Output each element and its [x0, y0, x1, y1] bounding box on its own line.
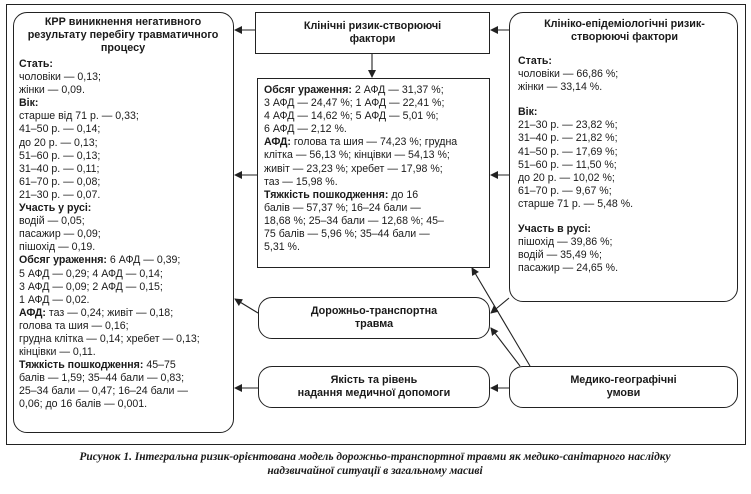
- left-afd-line: таз — 0,24; живіт — 0,18;: [45, 306, 174, 319]
- right-sex-item: чоловіки — 66,86 %;: [518, 68, 619, 81]
- left-age-item: 51–60 р. — 0,13;: [19, 149, 101, 162]
- center-severity-header: Тяжкість пошкодження:: [264, 188, 389, 201]
- arrow-trauma-to-left: [235, 299, 258, 313]
- left-age-item: 21–30 р. — 0,07.: [19, 188, 101, 201]
- left-afd-header: АФД:: [19, 306, 46, 319]
- left-severity-line: 45–75: [143, 359, 176, 372]
- medico-geographic-title-line: Медико-географічні: [570, 374, 677, 386]
- clinical-factors-title-line: Клінічні ризик-створюючі: [303, 20, 442, 32]
- figure-caption: [6, 450, 744, 478]
- left-role-item: водій — 0,05;: [19, 215, 85, 228]
- left-role-item: пішохід — 0,19.: [19, 241, 96, 254]
- figure-caption-line: Рисунок 1. Інтегральна ризик-орієнтована модель дорожньо-транспортної травми як медико-санітарного наслідку: [79, 451, 671, 463]
- left-sex-item: жінки — 0,09.: [19, 84, 85, 97]
- right-age-item: 51–60 р. — 11,50 %;: [518, 158, 617, 171]
- figure-caption-line: надзвичайної ситуації в загальному масиві: [267, 465, 483, 477]
- right-role-item: пішохід — 39,86 %;: [518, 236, 613, 249]
- center-afd-line: таз — 15,98 %.: [264, 175, 338, 188]
- center-volume-line: 3 АФД — 24,47 %; 1 АФД — 22,41 %;: [264, 97, 445, 110]
- center-severity-line: балів — 57,37 %; 16–24 бали —: [264, 201, 421, 214]
- right-age-item: 41–50 р. — 17,69 %;: [518, 145, 618, 158]
- center-volume-header: Обсяг ураження:: [264, 84, 352, 96]
- center-severity-line: 18,68 %; 25–34 бали — 12,68 %; 45–: [264, 214, 444, 227]
- left-age-header: Вік:: [19, 97, 39, 110]
- medical-care-quality-title-line: Якість та рівень: [330, 374, 418, 386]
- left-volume-line: 6 АФД — 0,39;: [106, 254, 181, 267]
- medical-care-quality-title-line: надання медичної допомоги: [297, 387, 451, 399]
- left-role-header: Участь у русі:: [19, 202, 92, 215]
- left-volume-header: Обсяг ураження:: [19, 254, 107, 267]
- center-afd-line: голова та шия — 74,23 %; грудна: [290, 136, 458, 149]
- right-sex-header: Стать:: [518, 55, 552, 67]
- left-role-item: пасажир — 0,09;: [19, 228, 101, 241]
- left-box-title: КРР виникнення негативного результату перебігу травматичного процесу: [27, 16, 219, 54]
- center-volume-line: 6 АФД — 2,12 %.: [264, 123, 347, 136]
- road-traffic-trauma-title-line: травма: [354, 318, 394, 330]
- right-sex-item: жінки — 33,14 %.: [518, 81, 603, 94]
- left-sex-header: Стать:: [19, 58, 53, 70]
- epidemiological-title-line: створюючі фактори: [570, 31, 679, 43]
- right-age-item: до 20 р. — 10,02 %;: [518, 171, 615, 184]
- center-severity-line: до 16: [388, 188, 419, 201]
- left-sex-item: чоловіки — 0,13;: [19, 71, 101, 84]
- right-age-item: 31–40 р. — 21,82 %;: [518, 132, 618, 145]
- left-volume-line: 5 АФД — 0,29; 4 АФД — 0,14;: [19, 267, 163, 280]
- epidemiological-title-line: Клініко-епідеміологічні ризик-: [544, 18, 705, 30]
- right-age-item: 21–30 р. — 23,82 %;: [518, 119, 618, 132]
- medico-geographic-title-line: умови: [606, 387, 641, 399]
- arrow-geographic-to-details: [472, 268, 530, 366]
- left-severity-header: Тяжкість пошкодження:: [19, 359, 144, 372]
- right-age-header: Вік:: [518, 106, 538, 119]
- center-afd-line: клітка — 56,13 %; кінцівки — 54,13 %;: [264, 149, 450, 162]
- left-volume-line: 3 АФД — 0,09; 2 АФД — 0,15;: [19, 280, 163, 293]
- left-severity-line: 0,06; до 16 балів — 0,001.: [19, 398, 148, 411]
- left-afd-line: голова та шия — 0,16;: [19, 319, 129, 332]
- center-severity-line: 5,31 %.: [264, 241, 300, 254]
- left-age-item: до 20 р. — 0,13;: [19, 136, 98, 149]
- center-volume-line: 2 АФД — 31,37 %;: [351, 84, 444, 96]
- right-age-item: 61–70 р. — 9,67 %;: [518, 184, 612, 197]
- center-afd-header: АФД:: [264, 136, 291, 149]
- road-traffic-trauma-title-line: Дорожньо-транспортна: [310, 305, 438, 317]
- center-severity-line: 75 балів — 5,96 %; 35–44 бали —: [264, 228, 430, 241]
- left-age-item: старше від 71 р. — 0,33;: [19, 110, 139, 123]
- right-role-item: пасажир — 24,65 %.: [518, 262, 619, 275]
- arrow-geographic-to-trauma: [491, 328, 520, 366]
- right-role-header: Участь в русі:: [518, 223, 591, 236]
- left-afd-line: грудна клітка — 0,14; хребет — 0,13;: [19, 332, 200, 345]
- left-volume-line: 1 АФД — 0,02.: [19, 293, 90, 306]
- center-afd-line: живіт — 23,23 %; хребет — 17,98 %;: [264, 162, 443, 175]
- left-age-item: 31–40 р. — 0,11;: [19, 162, 100, 175]
- left-age-item: 41–50 р. — 0,14;: [19, 123, 101, 136]
- right-role-item: водій — 35,49 %;: [518, 249, 602, 262]
- left-severity-line: балів — 1,59; 35–44 бали — 0,83;: [19, 372, 185, 385]
- left-afd-line: кінцівки — 0,11.: [19, 346, 96, 359]
- clinical-factors-title-line: фактори: [349, 33, 396, 45]
- left-age-item: 61–70 р. — 0,08;: [19, 175, 101, 188]
- right-age-item: старше 71 р. — 5,48 %.: [518, 197, 634, 210]
- center-volume-line: 4 АФД — 14,62 %; 5 АФД — 5,01 %;: [264, 110, 439, 123]
- left-severity-line: 25–34 бали — 0,47; 16–24 бали —: [19, 385, 188, 398]
